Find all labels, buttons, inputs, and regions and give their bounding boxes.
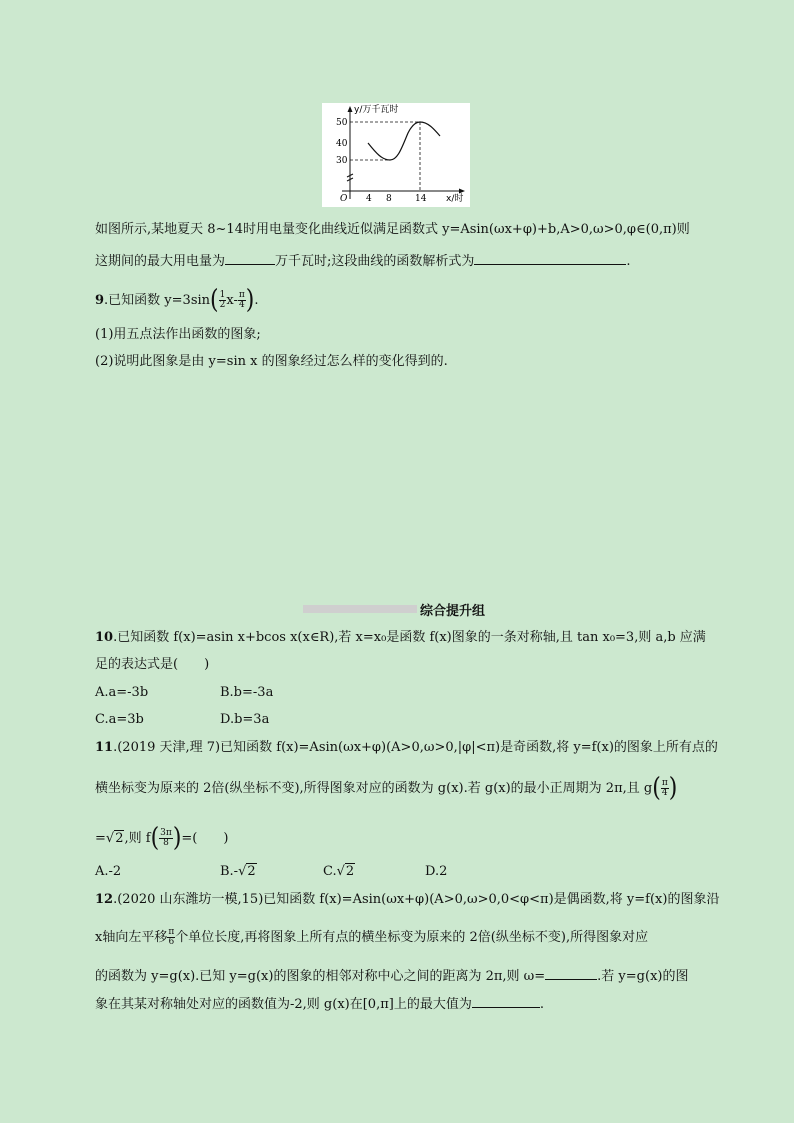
q11-paren2-open: ( — [150, 822, 160, 853]
x-tick-4: 4 — [366, 194, 372, 204]
q12-line1 — [95, 891, 719, 909]
q12-line2 — [95, 928, 648, 947]
q10-text1: .已知函数 f(x)=asin x+bcos x(x∈R),若 x=x₀是函数 f(x)图象的一条对称轴,且 tan x₀=3,则 a,b 应满 — [113, 630, 706, 645]
q9-stem-a: .已知函数 y=3sin — [104, 293, 211, 308]
q9-stem-end: . — [254, 293, 259, 308]
q9-frac-num: 1 — [219, 290, 226, 300]
q11-paren-close: ) — [668, 772, 678, 803]
q11-option-c[interactable] — [323, 863, 355, 881]
q11-optc-sqrt: 2 — [345, 864, 355, 879]
q10-option-d[interactable]: D.b=3a — [220, 712, 270, 727]
q9-frac2-num: π — [238, 290, 245, 300]
q10-line1 — [95, 629, 706, 647]
section-title: 综合提升组 — [420, 604, 486, 619]
q9-frac-den: 2 — [219, 300, 226, 310]
q10-line2: 足的表达式是( ) — [95, 657, 210, 672]
q11-optb-pre: B.- — [220, 864, 239, 879]
q9-stem — [95, 284, 259, 315]
q11-sqrt-val: 2 — [115, 831, 124, 846]
q8-text-a: 这期间的最大用电量为 — [95, 254, 226, 269]
y-tick-30: 30 — [336, 156, 348, 166]
q11-text3b: ,则 f — [124, 831, 151, 846]
q11-text3c: =( ) — [181, 831, 229, 846]
q9-stem-mid: x- — [226, 293, 238, 308]
q11-frac2-num: 3π — [160, 828, 172, 838]
q11-paren2-close: ) — [172, 822, 182, 853]
q12-text4b: . — [539, 997, 544, 1012]
q11-frac-den: 4 — [661, 788, 668, 798]
q12-text3a: 的函数为 y=g(x).已知 y=g(x)的图象的相邻对称中心之间的距离为 2π,则 ω= — [95, 969, 546, 984]
q8-text-b: 万千瓦时;这段曲线的函数解析式为 — [275, 254, 475, 269]
q12-line4 — [95, 995, 544, 1014]
y-axis-arrow — [348, 106, 353, 112]
q12-blank-max[interactable] — [472, 995, 540, 1008]
q11-frac-pi4 — [661, 779, 669, 798]
graph-svg — [322, 103, 470, 207]
q11-frac2-den: 8 — [163, 838, 169, 848]
q10-number: 10 — [95, 630, 114, 645]
q12-blank-omega[interactable] — [545, 967, 597, 980]
q11-option-b[interactable] — [220, 863, 257, 881]
q11-text3a: = — [95, 831, 106, 846]
electricity-graph — [322, 103, 470, 207]
origin-label: O — [340, 194, 348, 204]
q12-frac-num: π — [168, 927, 175, 937]
q8-text-c: . — [626, 254, 631, 269]
q10-option-b[interactable]: B.b=-3a — [220, 685, 274, 700]
q9-sub1: (1)用五点法作出函数的图象; — [95, 327, 261, 342]
q12-text3b: .若 y=g(x)的图 — [597, 969, 689, 984]
q9-paren-close: ) — [245, 284, 255, 315]
q11-option-d[interactable]: D.2 — [425, 864, 448, 879]
y-tick-40: 40 — [336, 139, 348, 149]
y-axis-label: y/万千瓦时 — [354, 105, 399, 115]
q12-line3 — [95, 967, 688, 986]
q9-frac-pi4 — [238, 291, 246, 310]
x-tick-8: 8 — [386, 194, 392, 204]
section-header — [303, 601, 493, 617]
q12-text2a: x轴向左平移 — [95, 930, 168, 945]
q9-frac2-den: 4 — [238, 300, 245, 310]
q11-paren-open: ( — [652, 772, 661, 803]
q9-sub2: (2)说明此图象是由 y=sin x 的图象经过怎么样的变化得到的. — [95, 354, 448, 369]
q11-text2: 横坐标变为原来的 2倍(纵坐标不变),所得图象对应的函数为 g(x).若 g(x)的最小正周期为 2π,且 g — [95, 781, 653, 796]
q9-paren-open: ( — [210, 284, 219, 315]
q8-blank-max[interactable] — [225, 252, 275, 265]
sqrt-icon: √ — [238, 864, 247, 879]
q8-line2 — [95, 252, 631, 271]
sqrt-icon: √ — [105, 831, 115, 846]
section-bar — [303, 605, 417, 613]
q11-optb-sqrt: 2 — [247, 864, 256, 879]
q11-optc-pre: C. — [323, 864, 337, 879]
q10-option-a[interactable]: A.a=-3b — [95, 685, 149, 700]
q9-number: 9 — [95, 293, 105, 308]
q8-line1: 如图所示,某地夏天 8~14时用电量变化曲线近似满足函数式 y=Asin(ωx+φ)+b,A>0,ω>0,φ∈(0,π)则 — [95, 222, 690, 237]
usage-curve — [368, 122, 440, 160]
q11-text1: .(2019 天津,理 7)已知函数 f(x)=Asin(ωx+φ)(A>0,ω>0,|φ|<π)是奇函数,将 y=f(x)的图象上所有点的 — [113, 740, 718, 755]
q12-text1: .(2020 山东潍坊一模,15)已知函数 f(x)=Asin(ωx+φ)(A>0,ω>0,0<φ<π)是偶函数,将 y=f(x)的图象沿 — [113, 892, 720, 907]
x-axis-arrow — [459, 189, 465, 194]
q12-text4a: 象在其某对称轴处对应的函数值为-2,则 g(x)在[0,π]上的最大值为 — [95, 997, 472, 1012]
q11-option-a[interactable]: A.-2 — [95, 864, 122, 879]
q11-line3 — [95, 822, 229, 853]
q11-frac-3pi8 — [159, 829, 173, 848]
sqrt-icon: √ — [336, 864, 345, 879]
q11-line1 — [95, 739, 718, 757]
q8-blank-formula[interactable] — [474, 252, 626, 265]
q12-number: 12 — [95, 892, 114, 907]
q10-option-c[interactable]: C.a=3b — [95, 712, 144, 727]
q11-line2 — [95, 772, 678, 803]
q11-number: 11 — [95, 740, 114, 755]
x-axis-label: x/时 — [446, 194, 464, 204]
q11-frac-num: π — [661, 778, 668, 788]
q12-frac-den: 6 — [168, 937, 175, 947]
q12-text2b: 个单位长度,再将图象上所有点的横坐标变为原来的 2倍(纵坐标不变),所得图象对应 — [175, 930, 649, 945]
x-tick-14: 14 — [415, 194, 427, 204]
y-tick-50: 50 — [336, 118, 348, 128]
